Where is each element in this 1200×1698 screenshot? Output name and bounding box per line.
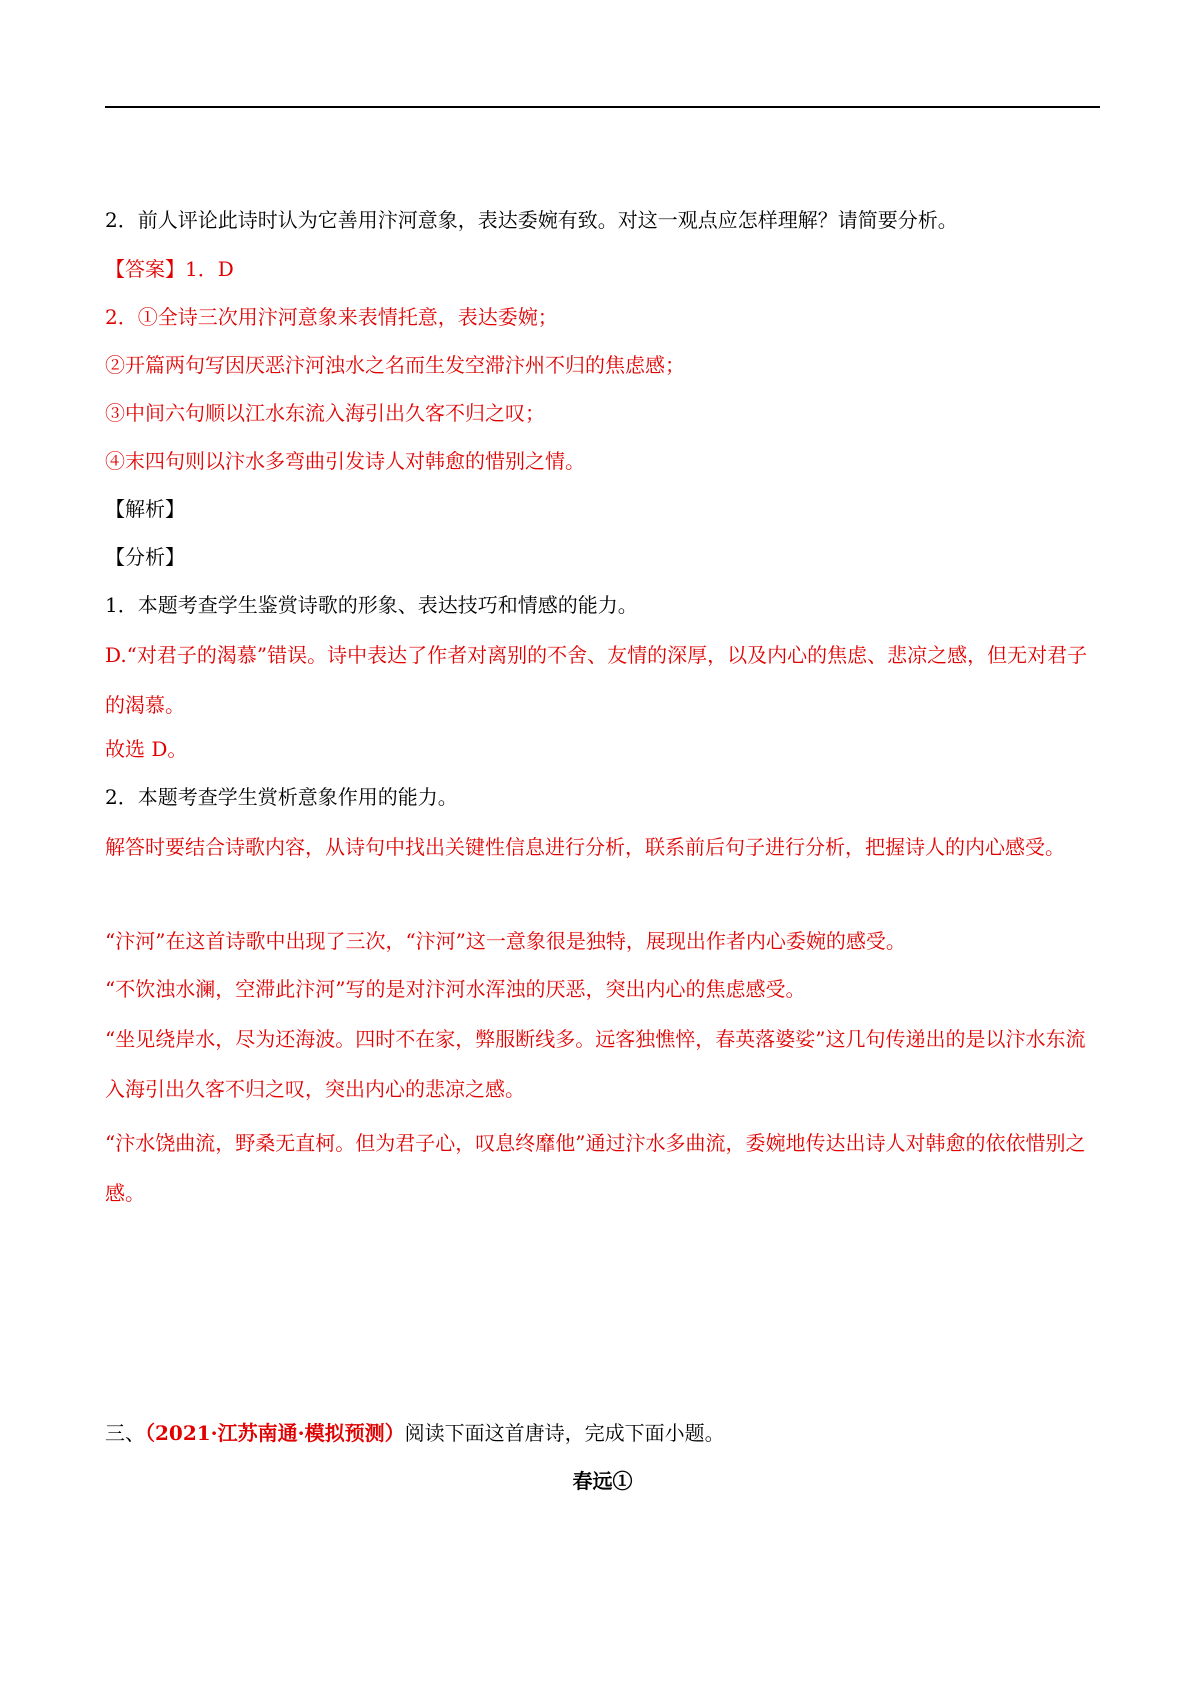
analysis-d: D.“对君子的渴慕”错误。诗中表达了作者对离别的不舍、友情的深厚，以及内心的焦虑、悲凉之感，但无对君子的渴慕。 <box>105 643 1088 717</box>
answer-header: 【答案】1．D <box>105 257 234 281</box>
fenxi-heading: 【分析】 <box>105 545 185 569</box>
answer-2: 2．①全诗三次用汴河意象来表情托意，表达委婉； <box>105 305 558 329</box>
poem-title: 春远① <box>572 1469 633 1493</box>
section-3-source: （2021·江苏南通·模拟预测） <box>145 1421 405 1445</box>
analysis-choice: 故选 D。 <box>105 737 188 761</box>
answer-point-2: ②开篇两句写因厌恶汴河浊水之名而生发空滞汴州不归的焦虑感； <box>105 353 685 377</box>
analysis-line-1: “不饮浊水澜，空滞此汴河”写的是对汴河水浑浊的厌恶，突出内心的焦虑感受。 <box>105 977 806 1001</box>
answer-point-4: ④末四句则以汴水多弯曲引发诗人对韩愈的惜别之情。 <box>105 449 585 473</box>
section-3-intro <box>105 1418 1100 1448</box>
analysis-method: 解答时要结合诗歌内容，从诗句中找出关键性信息进行分析，联系前后句子进行分析，把握诗人的内心感受。 <box>105 835 1065 859</box>
analysis-line-2: “坐见绕岸水，尽为还海波。四时不在家，弊服断线多。远客独憔悴，春英落婆娑”这几句传递出的是以汴水东流入海引出久客不归之叹，突出内心的悲凉之感。 <box>105 1027 1086 1101</box>
answer-point-3: ③中间六句顺以江水东流入海引出久客不归之叹； <box>105 401 545 425</box>
section-3-text: 阅读下面这首唐诗，完成下面小题。 <box>404 1421 725 1445</box>
section-3-prefix: 三、 <box>105 1421 145 1445</box>
analysis-1: 1．本题考查学生鉴赏诗歌的形象、表达技巧和情感的能力。 <box>105 593 638 617</box>
analysis-2: 2．本题考查学生赏析意象作用的能力。 <box>105 785 458 809</box>
jiexi-heading: 【解析】 <box>105 497 185 521</box>
header-rule <box>105 106 1100 108</box>
question-2: 2．前人评论此诗时认为它善用汴河意象，表达委婉有致。对这一观点应怎样理解？请简要分析。 <box>105 208 958 232</box>
analysis-line-3: “汴水饶曲流，野桑无直柯。但为君子心，叹息终靡他”通过汴水多曲流，委婉地传达出诗人对韩愈的依依惜别之感。 <box>105 1131 1086 1205</box>
analysis-bianhe: “汴河”在这首诗歌中出现了三次，“汴河”这一意象很是独特，展现出作者内心委婉的感受。 <box>105 929 906 953</box>
